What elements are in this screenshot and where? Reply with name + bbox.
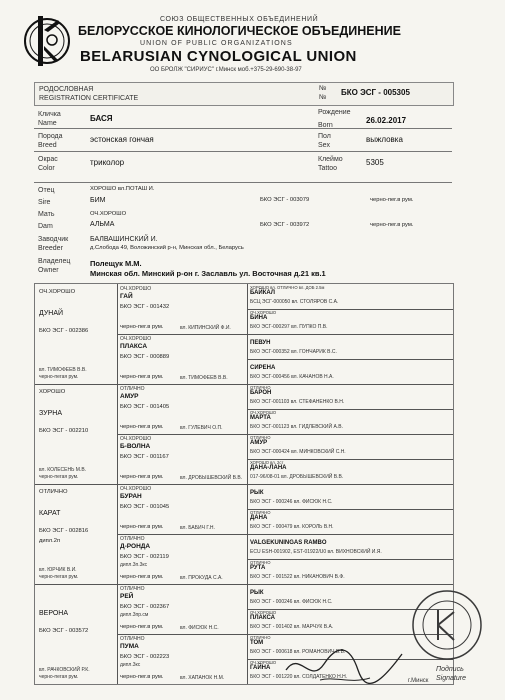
dam-note: ОЧ.ХОРОШО [90, 211, 127, 217]
gen3-name: АМУР [250, 440, 268, 446]
gen3-line: БКО ЭСГ - 001220 вл. СОЛДАТЕНКО Н.Н. [250, 674, 348, 680]
dog-name: БАСЯ [90, 114, 113, 123]
pedigree-row-divider [247, 409, 453, 410]
dog-breed: эстонская гончая [90, 135, 154, 144]
cert-label-ru: РОДОСЛОВНАЯ [39, 86, 94, 93]
gen2-color: черно-пег.в рум. [120, 524, 164, 530]
gen2-note: ОТЛИЧНО [120, 536, 145, 542]
gen3-name: СИРЕНА [250, 365, 276, 371]
gen1-color: черно-пегая рум. [39, 674, 79, 680]
gen2-name: ПУМА [120, 643, 139, 650]
gen3-line: БКО ЭСГ - 001522 вл. НИКАНОВИЧ В.Ф. [250, 574, 345, 580]
gen3-name: ГАЙНА [250, 665, 271, 671]
owner-label [38, 257, 70, 275]
sex-label-en: Sex [318, 142, 331, 149]
dog-sex: выжловка [366, 135, 403, 144]
breeder-name: БАЛВАШИНСКИЙ И. [90, 236, 158, 243]
stamp-seal-icon [410, 588, 484, 662]
color-label-ru: Окрас [38, 156, 58, 163]
pedigree-row-divider [117, 584, 247, 585]
pedigree-row-divider [247, 584, 453, 585]
gen2-color: черно-пег.в рум. [120, 624, 164, 630]
gen2-reg: БКО ЭСГ - 000889 [120, 354, 170, 360]
dog-color: триколор [90, 158, 125, 167]
sire-name: БИМ [90, 197, 106, 204]
breeder-label-en: Breeder [38, 245, 63, 252]
signature-label-en: Signature [436, 675, 466, 682]
gen2-reg: БКО ЭСГ - 001432 [120, 304, 170, 310]
owner-label-ru: Владелец [38, 258, 71, 265]
gen2-color: черно-пег.в рум. [120, 674, 164, 680]
gen2-name: АМУР [120, 393, 139, 400]
gen3-name: БИНА [250, 315, 268, 321]
gen2-reg: БКО ЭСГ - 002367 [120, 604, 170, 610]
gen3-name: РЫК [250, 490, 264, 496]
sire-note: ХОРОШО вл.ПОТАШ И. [90, 186, 155, 192]
sire-label-ru: Отец [38, 187, 55, 194]
gen3-name: ДАНА-ЛАНА [250, 465, 287, 471]
owner-name: Полещук М.М. [90, 259, 142, 268]
gen2-color: черно-пег.в рум. [120, 474, 164, 480]
logo-emblem-icon [22, 12, 72, 70]
gen2-note: ОТЛИЧНО [120, 636, 145, 642]
gen1-extra: дипл.2п [39, 538, 61, 544]
pedigree-row-divider [117, 634, 247, 635]
gen2-owner: вл. ФИСЮК Н.С. [180, 625, 219, 631]
gen2-color: черно-пег.в рум. [120, 324, 164, 330]
pedigree-row-divider [247, 359, 453, 360]
gen3-name: ПЕВУН [250, 340, 271, 346]
gen3-line: 017-96/08-01 вл. ДРОБЫШЕВСКИЙ В.В. [250, 474, 344, 480]
gen3-line: ECU ESH-001902, EST-01922/U0 вл. ВИХНОВСКИЙ И.Я. [250, 549, 382, 555]
gen1-note: ОТЛИЧНО [39, 489, 68, 495]
tattoo-label [318, 155, 343, 173]
pedigree-row-divider [247, 334, 453, 335]
title-ru: БЕЛОРУССКОЕ КИНОЛОГИЧЕСКОЕ ОБЪЕДИНЕНИЕ [78, 24, 401, 38]
gen3-name: БАРОН [250, 390, 272, 396]
signature-mark [280, 640, 410, 690]
name-label-ru: Кличка [38, 111, 61, 118]
tattoo-label-ru: Клеймо [318, 156, 343, 163]
dog-born: 26.02.2017 [366, 116, 407, 125]
color-label [38, 155, 58, 173]
gen3-line: БКО ЭСГ - 001402 вл. МАРЧУК В.А. [250, 624, 334, 630]
gen1-owner: вл. РАЧКОВСКИЙ Р.К. [39, 667, 90, 673]
cert-number: БКО ЭСГ - 005305 [341, 88, 410, 97]
gen2-note: ОТЛИЧНО [120, 586, 145, 592]
signature-scribble-icon [280, 640, 410, 690]
pedigree-row-divider [117, 534, 247, 535]
stamp [410, 588, 484, 662]
born-label-en: Born [318, 122, 333, 129]
gen1-owner: вл. ТИМОФЕЕВ В.В. [39, 367, 87, 373]
gen1-name: ВЕРОНА [39, 610, 69, 617]
gen3-line: БКО ЭСГ-000424 вл. МИНКОВСКИЙ С.Н. [250, 449, 346, 455]
color-label-en: Color [38, 165, 55, 172]
gen1-owner: вл. КОЛЕСЕНЬ М.В. [39, 467, 87, 473]
gen3-line: БКО ЭСГ-000297 вл. ПУПКО П.В. [250, 324, 328, 330]
breed-label-en: Breed [38, 142, 57, 149]
breeder-label [38, 235, 68, 253]
owner-label-en: Owner [38, 267, 59, 274]
gen3-note: ХОРОШО вл. 2ст [250, 460, 284, 465]
gen2-reg: БКО ЭСГ - 002223 [120, 654, 170, 660]
gen1-reg: БКО ЭСГ - 003572 [39, 628, 89, 634]
gen1-color: черно-пегая рум. [39, 374, 79, 380]
gen3-note: ОЧ.ХОРОШО [250, 310, 277, 315]
gen3-name: БАЙКАЛ [250, 290, 276, 296]
title-en: BELARUSIAN CYNOLOGICAL UNION [80, 48, 357, 65]
sex-label [318, 132, 331, 150]
dam-label [38, 210, 55, 231]
union-public: UNION OF PUBLIC ORGANIZATIONS [140, 40, 293, 47]
gen2-color: черно-пег.в рум. [120, 374, 164, 380]
pedigree-row-divider [247, 309, 453, 310]
gen3-name: РЫК [250, 590, 264, 596]
certificate-box [34, 82, 454, 106]
gen2-note: ОЧ.ХОРОШО [120, 486, 152, 492]
sire-label-en: Sire [38, 199, 51, 206]
gen1-reg: БКО ЭСГ - 002210 [39, 428, 89, 434]
gen2-name: Д-РОНДА [120, 543, 151, 550]
gen3-note: ОТЛИЧНО [250, 510, 271, 515]
parents-box [34, 182, 452, 279]
pedigree-table [34, 283, 454, 685]
gen2-color: черно-пег.в рум. [120, 574, 164, 580]
gen2-reg: БКО ЭСГ - 002119 [120, 554, 169, 560]
gen1-reg: БКО ЭСГ - 002816 [39, 528, 89, 534]
gen2-name: ГАЙ [120, 293, 133, 300]
gen3-name: РУТА [250, 565, 266, 571]
gen3-note: ОТЛИЧНО [250, 435, 271, 440]
gen2-owner: вл. ГУЛЕВИЧ О.П. [180, 425, 223, 431]
pedigree-row-divider [117, 434, 247, 435]
logo [22, 12, 72, 70]
owner-address: Минская обл. Минский р-он г. Заславль ул. Восточная д.21 кв.1 [90, 269, 326, 278]
gen2-color: черно-пег.в рум. [120, 424, 164, 430]
header-address: ОО БРОЛЖ "СИРИУС" г.Минск моб.+375-29-690-38-97 [150, 67, 302, 73]
gen3-note: ОТЛИЧНО [250, 560, 271, 565]
name-label-en: Name [38, 120, 57, 127]
gen3-line: БКО ЭСГ-000352 вл. ГОНЧАРИК В.С. [250, 349, 337, 355]
sire-reg: БКО ЭСГ - 003079 [260, 197, 310, 203]
gen2-name: РЕЙ [120, 593, 134, 600]
gen2-name: ПЛАКСА [120, 343, 148, 350]
dam-color: черно-пег.в рум. [370, 222, 414, 228]
dog-tattoo: 5305 [366, 158, 384, 167]
pedigree-row-divider [247, 534, 453, 535]
pedigree-row-divider [247, 434, 453, 435]
gen1-reg: БКО ЭСГ - 002386 [39, 328, 89, 334]
sex-label-ru: Пол [318, 133, 331, 140]
gen2-owner: вл. БАБИЧ Г.Н. [180, 525, 215, 531]
gen1-note: ОЧ.ХОРОШО [39, 289, 76, 295]
born-label [318, 108, 351, 130]
pedigree-row-divider [247, 559, 453, 560]
gen3-name: ПЛАКСА [250, 615, 275, 621]
gen3-line: БКО ЭСГ - 000618 вл. РОМАНОВИЧ В.В. [250, 649, 346, 655]
gen3-name: ДАНА [250, 515, 268, 521]
gen3-line: БСЦ ЭСГ-000050 вл. СТОЛЯРОВ С.А. [250, 299, 339, 305]
stamp-city: г.Минск [408, 678, 429, 684]
gen2-owner: вл. КИПИНСКИЙ Ф.И. [180, 325, 231, 331]
gen3-note: ОЧ.ХОРОШО [250, 610, 277, 615]
gen3-name: ТОМ [250, 640, 264, 646]
gen3-name: МАРТА [250, 415, 271, 421]
gen1-name: КАРАТ [39, 510, 61, 517]
pedigree-row-divider [247, 384, 453, 385]
gen2-extra: дипл.3пр.см [120, 612, 149, 618]
pedigree-row-divider [247, 484, 453, 485]
gen2-note: ОТЛИЧНО [120, 386, 145, 392]
pedigree-row-divider [35, 484, 117, 485]
gen1-note: ХОРОШО [39, 389, 66, 395]
gen2-owner: вл. ХАПАНОК Н.М. [180, 675, 225, 681]
gen3-line: БКО ЭСГ - 000479 вл. КОРОЛЬ В.Н. [250, 524, 334, 530]
pedigree-row-divider [35, 584, 117, 585]
gen2-extra: дипл.3п.3кс [120, 562, 148, 568]
dam-name: АЛЬМА [90, 221, 115, 228]
gen3-line: БКО ЭСГ - 000246 вл. ФИСЮК Н.С. [250, 499, 333, 505]
cert-label-en: REGISTRATION CERTIFICATE [39, 95, 139, 102]
breeder-label-ru: Заводчик [38, 236, 69, 243]
gen2-name: Б-ВОЛНА [120, 443, 151, 450]
gen1-owner: вл. ЮРЧИК В.И. [39, 567, 77, 573]
name-label [38, 110, 61, 128]
breed-label-ru: Порода [38, 133, 63, 140]
cert-no-label: № [319, 85, 327, 92]
breeder-address: д.Слобода 49, Воложинский р-н, Минская обл., Беларусь [90, 245, 244, 251]
gen1-color: черно-пегая рум. [39, 474, 79, 480]
gen2-name: БУРАН [120, 493, 142, 500]
gen3-note: ХОРОШО вл. ОТЛИЧНО вл. ДОБ 2.5м [250, 285, 325, 290]
dam-label-ru: Мать [38, 211, 55, 218]
gen1-name: ДУНАЙ [39, 310, 64, 317]
pedigree-row-divider [117, 484, 247, 485]
dam-reg: БКО ЭСГ - 003972 [260, 222, 310, 228]
gen2-note: ОЧ.ХОРОШО [120, 436, 152, 442]
tattoo-label-en: Tattoo [318, 165, 338, 172]
gen3-line: БКО ЭСГ-001123 вл. ГИДЛЕВСКИЙ А.В. [250, 424, 343, 430]
gen2-extra: дипл.3кс [120, 662, 141, 668]
gen2-reg: БКО ЭСГ - 001405 [120, 404, 170, 410]
pedigree-row-divider [117, 384, 247, 385]
gen1-color: черно-пегая рум. [39, 574, 79, 580]
gen3-name: VALGEKUNINGAS RAMBO [250, 540, 327, 546]
pedigree-row-divider [117, 334, 247, 335]
signature-label-ru: Подпись [436, 666, 464, 673]
sire-color: черно-пег.в рум. [370, 197, 414, 203]
breed-label [38, 132, 63, 150]
gen3-line: БКО ЭСГ - 000246 вл. ФИСЮК Н.С. [250, 599, 333, 605]
pedigree-row-divider [35, 384, 117, 385]
signature-label [436, 665, 466, 683]
gen2-reg: БКО ЭСГ - 001167 [120, 454, 169, 460]
cert-no-label-en: № [319, 94, 327, 101]
gen2-owner: вл. ДРОБЫШЕВСКИЙ В.В. [180, 475, 243, 481]
born-label-ru: Рождение [318, 109, 351, 116]
gen3-note: ОТЛИЧНО [250, 635, 271, 640]
union-top: СОЮЗ ОБЩЕСТВЕННЫХ ОБЪЕДИНЕНИЙ [160, 16, 319, 23]
gen1-name: ЗУРНА [39, 410, 62, 417]
gen3-note: ОТЛИЧНО [250, 385, 271, 390]
dam-label-en: Dam [38, 223, 53, 230]
pedigree-row-divider [247, 509, 453, 510]
gen2-reg: БКО ЭСГ - 001045 [120, 504, 170, 510]
gen2-note: ОЧ.ХОРОШО [120, 336, 152, 342]
sire-label [38, 186, 54, 207]
gen2-note: ОЧ.ХОРОШО [120, 286, 152, 292]
gen2-owner: вл. ТИМОФЕЕВ В.В. [180, 375, 228, 381]
gen3-line: БКО ЭСГ-001103 вл. СТЕФАНЕНКО В.Н. [250, 399, 345, 405]
gen3-line: БКО ЭСГ-000456 вл. КАЧАНОВ Н.А. [250, 374, 334, 380]
dog-info [34, 108, 452, 180]
gen3-note: ОЧ.ХОРОШО [250, 660, 277, 665]
gen3-note: ОЧ.ХОРОШО [250, 410, 277, 415]
gen2-owner: вл. ПРОКУДА С.А. [180, 575, 223, 581]
